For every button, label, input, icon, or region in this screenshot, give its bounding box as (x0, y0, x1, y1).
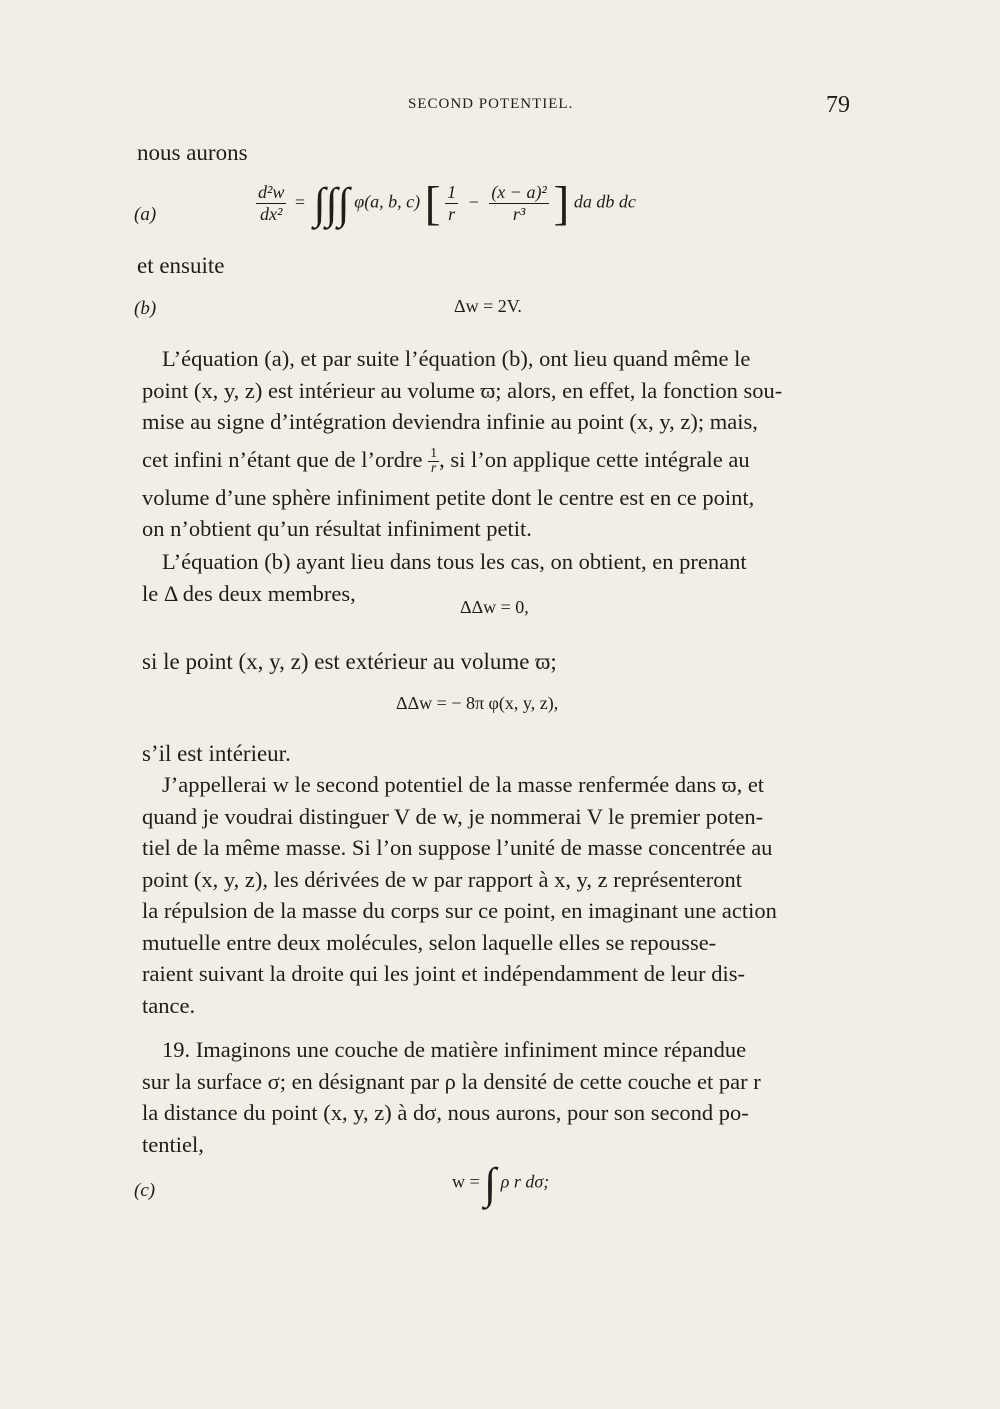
text-interieur: s’il est intérieur. (142, 741, 291, 766)
fraction-one-over-r-inline: $\frac{1}{r}$ (430, 445, 438, 476)
equation-delta-delta-zero: ΔΔw = 0, (460, 597, 529, 617)
equation-c: w = ∫ ρ r dσ; (452, 1159, 550, 1208)
right-bracket: ] (553, 177, 570, 230)
equation-label-a: (a) (134, 204, 157, 225)
differentials: da db dc (573, 191, 636, 212)
paragraph-line: le Δ des deux membres, (142, 580, 356, 606)
paragraph-line: mutuelle entre deux molécules, selon laquelle elles se repousse- (142, 929, 717, 955)
paragraph-1 (142, 343, 862, 545)
equation-b: Δw = 2V. (454, 296, 522, 316)
paragraph-line: tance. (142, 992, 196, 1018)
paragraph-line: on n’obtient qu’un résultat infiniment petit. (142, 516, 532, 542)
derivative-fraction: $\frac{\text{d²w}}{\text{dx²}}$ (258, 182, 285, 224)
equation-delta-delta-phi: ΔΔw = − 8π φ(x, y, z), (396, 693, 559, 713)
triple-integral: ∫∫∫ (313, 179, 350, 228)
phi-function: φ(a, b, c) (354, 191, 421, 212)
paragraph-line: point (x, y, z), les dérivées de w par rapport à x, y, z représenteront (142, 866, 742, 892)
integral-sign: ∫ (484, 1159, 497, 1208)
equation-label-b: (b) (134, 298, 157, 319)
paragraph-line: L’équation (b) ayant lieu dans tous les cas, on obtient, en prenant (162, 549, 747, 574)
page-number: 79 (826, 92, 850, 118)
text-et-ensuite: et ensuite (137, 253, 225, 278)
minus-sign: − (468, 191, 479, 212)
paragraph-line: raient suivant la droite qui les joint et indépendamment de leur dis- (142, 961, 745, 986)
equals-sign: = (294, 191, 306, 212)
running-header: SECOND POTENTIEL. (408, 96, 574, 112)
equation-label-c: (c) (134, 1180, 156, 1201)
paragraph-line: L’équation (a), et par suite l’équation (b), ont lieu quand même le (162, 346, 751, 371)
paragraph-line: tentiel, (142, 1131, 204, 1157)
section-number: 19. (162, 1037, 191, 1062)
paragraph-4 (142, 1034, 862, 1160)
paragraph-line: la répulsion de la masse du corps sur ce point, en imaginant une action (142, 898, 777, 923)
fraction-distance: $\frac{\text{(x − a)²}}{\text{r³}}$ (491, 182, 547, 224)
paragraph-line: cet infini n’étant que de l’ordre $\frac{1}{r}$ , si l’on applique cette intégrale au (142, 445, 750, 476)
fraction-one-over-r: $\frac{1}{r}$ (447, 182, 457, 224)
equation-a (256, 176, 636, 231)
left-bracket: [ (424, 177, 441, 230)
paragraph-3 (142, 769, 862, 1021)
paragraph-line: sur la surface σ; en désignant par ρ la densité de cette couche et par r (142, 1068, 761, 1094)
paragraph-line: tiel de la même masse. Si l’on suppose l’unité de masse concentrée au (142, 835, 773, 860)
text-exterieur: si le point (x, y, z) est extérieur au volume ϖ; (142, 649, 557, 674)
paragraph-line: mise au signe d’intégration deviendra infinie au point (x, y, z); mais, (142, 409, 758, 434)
paragraph-line: 19. Imaginons une couche de matière infiniment mince répandue (162, 1037, 747, 1062)
paragraph-line: la distance du point (x, y, z) à dσ, nous aurons, pour son second po- (142, 1100, 749, 1125)
paragraph-line: quand je voudrai distinguer V de w, je nommerai V le premier poten- (142, 803, 764, 829)
paragraph-line: point (x, y, z) est intérieur au volume ϖ; alors, en effet, la fonction sou- (142, 377, 783, 403)
text-nous-aurons: nous aurons (137, 140, 248, 165)
paragraph-line: J’appellerai w le second potentiel de la masse renfermée dans ϖ, et (162, 772, 765, 797)
paragraph-line: volume d’une sphère infiniment petite dont le centre est en ce point, (142, 484, 755, 510)
